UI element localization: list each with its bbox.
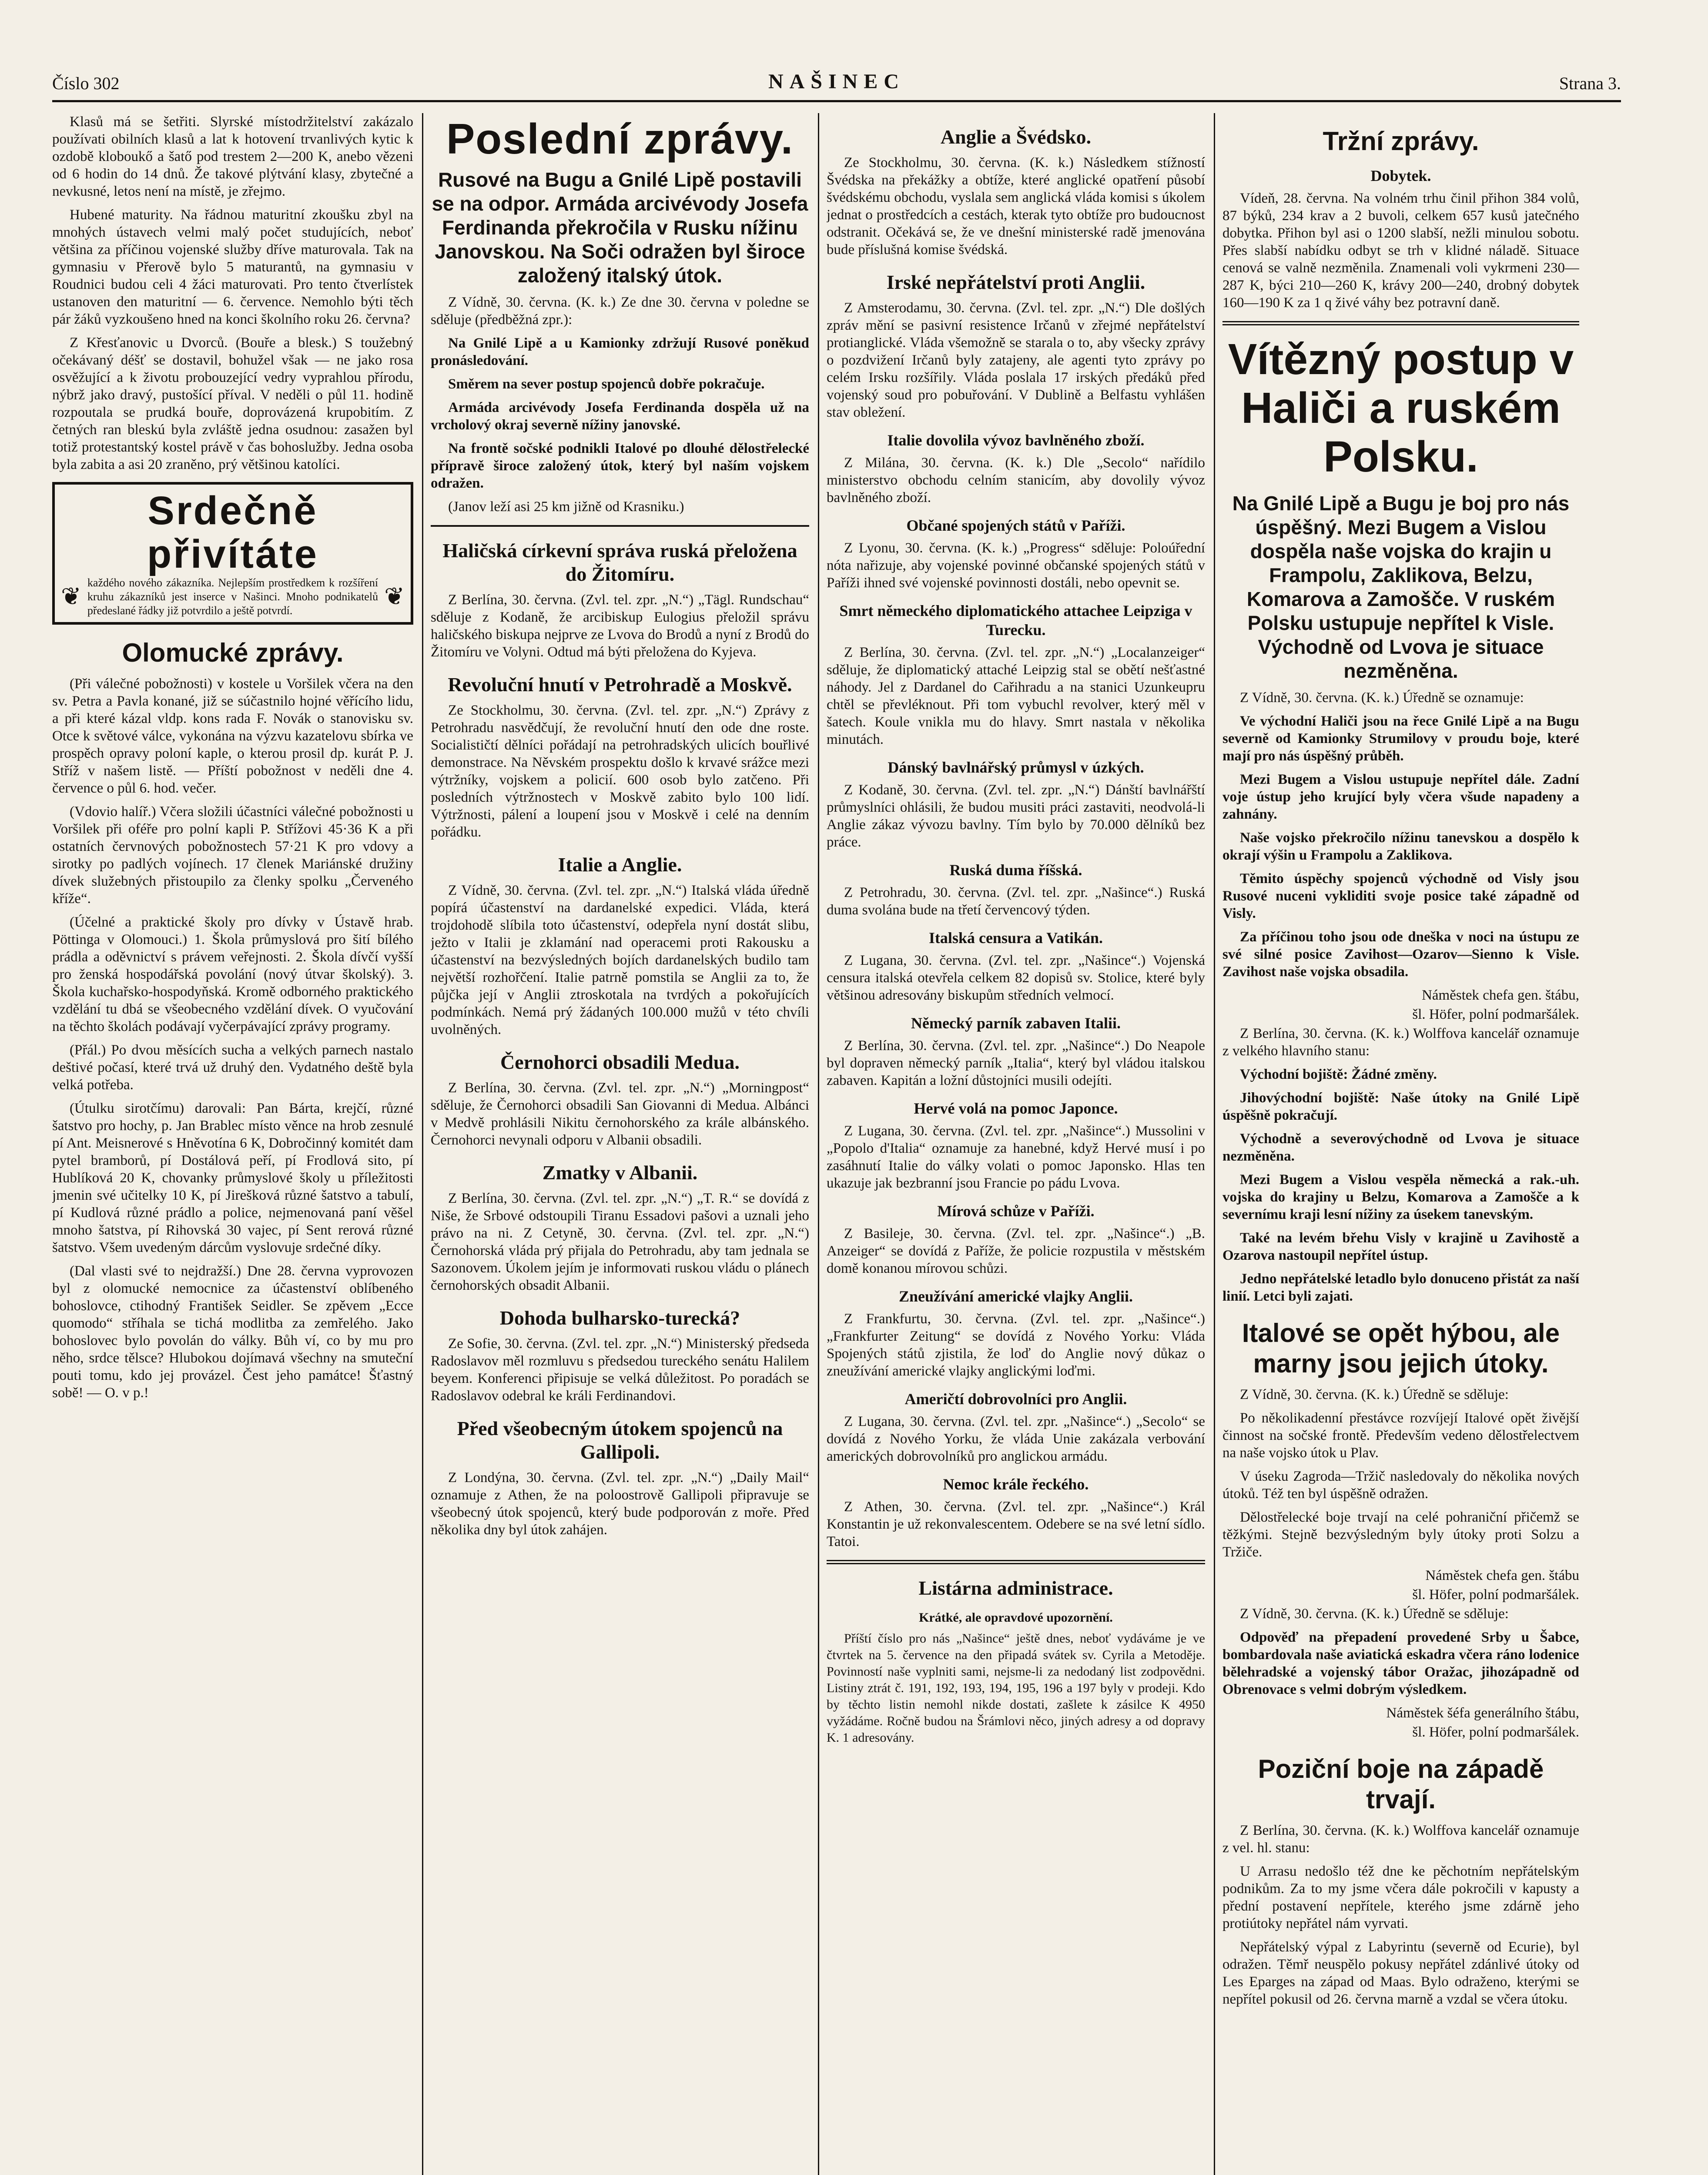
article-kral: Z Athen, 30. června. (Zvl. tel. zpr. „Našince“.) Král Konstantin je už rekonvalescentem. Odebere se na své letní sídlo. Tatoi. <box>827 1499 1205 1549</box>
article-gallipoli: Z Londýna, 30. června. (Zvl. tel. zpr. „N.“) „Daily Mail“ oznamuje z Athen, že na poloostrově Gallipoli připravuje se všeobecný útok spojenců, který bude podporován z moře. Před několika dny byl útok zahájen. <box>431 1470 809 1538</box>
report-intro: Z Berlína, 30. června. (K. k.) Wolffova kancelář oznamuje z vel. hl. stanu: <box>1222 1823 1579 1856</box>
headline-vatikan: Italská censura a Vatikán. <box>928 929 1103 947</box>
article-irsko: Z Amsterodamu, 30. června. (Zvl. tel. zpr. „N.“) Dle došlých zpráv mění se pasivní resistence Irčanů v zřejmé nepřátelství protianglické. Vláda všemožně se starala o to, aby všecky zprávy o pozdvižení Irčanů byly zatajeny, ale agenti tyto zprávy po celém Irsku rozšířily. Vláda poslala 17 irských předáků před vojenský soud pro pobuřování. V Dublině a Belfastu vyhlášen stav obležení. <box>827 300 1205 420</box>
headline-revoluce: Revoluční hnutí v Petrohradě a Moskvě. <box>448 673 792 696</box>
article-vatikan: Z Lugana, 30. června. (Zvl. tel. zpr. „Našince“.) Vojenská censura italská otevřela celkem 82 dopisů sv. Stolice, které byly většinou adresovány biskupům středních velmocí. <box>827 953 1205 1003</box>
article-klasy: Klasů má se šetřiti. Slyrské místodržitelství zakázalo používati obilních klasů a lat k hotovení trvanlivých kytic k ozdobě kloboukő a šatő pod trestem 2—200 K, anebo vězeni od 6 hodin do 14 dnů. Že takové plýtvání klasy, zbytečné a nevkusné, letos není na místě, je zřejmo. <box>52 114 413 199</box>
column-rule <box>422 113 423 2175</box>
headline-albanie: Zmatky v Albanii. <box>542 1161 698 1184</box>
article-parnik: Z Berlína, 30. června. (Zvl. tel. zpr. „Našince“.) Do Neapole byl dopraven německý parník „Italia“, který byl vládou italskou zabaven. Kapitán a ložní důstojníci musili odejíti. <box>827 1038 1205 1088</box>
headline-kral: Nemoc krále řeckého. <box>943 1476 1089 1493</box>
section-title-olomucke: Olomucké zprávy. <box>122 638 344 667</box>
divider <box>827 1560 1205 1564</box>
report-line: Ve východní Haliči jsou na řece Gnilé Lipě a na Bugu severně od Kamionky Strumilovy v proudu boje, které mají pro nás úspěšný průběh. <box>1222 713 1579 764</box>
report-line: Těmito úspěchy spojenců východně od Visly jsou Rusové nuceni vykliditi svoje posice také západně od Visly. <box>1222 871 1579 921</box>
report-line: Směrem na sever postup spojenců dobře pokračuje. <box>448 376 765 392</box>
headline-obcane: Občané spojených států v Paříži. <box>906 517 1125 534</box>
article-vdovin-halir: (Vdovio halíř.) Včera složili účastníci válečné pobožnosti u Voršilek při oféře pro polní kapli P. Střížovi 45·36 K a při ostatních červnových pobožnostech 57·21 K pro vdovy a sirotky po padlých vojínech. 17 členek Mariánské družiny dívek služebných přistoupilo za členky spolku „Červeného kříže“. <box>52 804 413 907</box>
article-halic: Z Berlína, 30. června. (Zvl. tel. zpr. „N.“) „Tägl. Rundschau“ sděluje z Kodaně, že arcibiskup Eulogius přeložil správu haličského biskupa nejprve ze Lvova do Brodů a nyní z Brodů do Žitomíru ve Volyni. Odtud má býti přeložena do Kyjeva. <box>431 592 809 660</box>
column-2 <box>431 113 809 2175</box>
report-line: Na Gnilé Lipě a u Kamionky zdržují Rusové poněkud pronásledování. <box>431 335 809 368</box>
article-leipzig: Z Berlína, 30. června. (Zvl. tel. zpr. „N.“) „Localanzeiger“ sděluje, že diplomatický attaché Leipzig stal se obětí nešťastné náhody. Jel z Dardanel do Cařihradu a na stanici Uzunkeupru chtěl se převléknout. Při tom vybuchl revolver, který měl v šatech. Koule vnikla mu do hlavy. Smrt nastala v několika minutách. <box>827 645 1205 747</box>
article-maturity: Hubené maturity. Na řádnou maturitní zkoušku zbyl na mnohých ústavech velmi malý počet studujících, neboť většina za příčinou vojenské služby dříve maturovala. Tak na gymnasiu v Přerově bylo 5 maturantů, na gymnasiu v Roudnici budou celi 4 žáci maturovati. Pro tento čtverlístek ustanoven den maturitní — 6. července. Nemohlo býti těch pár žáků vyzkoušeno hned na konci školního roku 26. června? <box>52 207 413 327</box>
article-listarna: Příští číslo pro nás „Našince“ ještě dnes, neboť vydáváme je ve čtvrtek na 5. července na den připadá svátek sv. Cyrila a Metoděje. Povinností naše vyplniti sami, nejsme-li za nedodaný list zodpovědni. Listiny ztrát č. 191, 192, 193, 194, 195, 196 a 197 byly v prodeji. Kdo by těchto listin nemohl nikde dostati, zašlete k zásilce K 4950 vyžádáme. Ročně budou na Šrámlovi něco, jiných adresy a od dopravy K. 1 adresovány. <box>827 1631 1205 1745</box>
headline-leipzig: Smrt německého diplomatického attachee Leipziga v Turecku. <box>839 602 1192 639</box>
lead-headline: Rusové na Bugu a Gnilé Lipě postavili se na odpor. Armáda arcivévody Josefa Ferdinanda překročila v Rusku nížinu Janovskou. Na Soči odražen byl široce založený italský útok. <box>432 168 808 287</box>
headline-vlajka: Zneužívání americké vlajky Anglii. <box>898 1288 1133 1305</box>
issue-number: Číslo 302 <box>52 74 120 93</box>
ornament-icon: ❦ <box>384 583 405 610</box>
headline-mir: Mírová schůze v Paříži. <box>937 1202 1095 1220</box>
headline-herve: Hervé volá na pomoc Japonce. <box>914 1100 1118 1117</box>
advert-box <box>52 482 413 625</box>
headline-irsko: Irské nepřátelství proti Anglii. <box>886 271 1145 293</box>
headline-duma: Ruská duma říšská. <box>949 861 1082 879</box>
signature-line: šl. Höfer, polní podmaršálek. <box>1412 1724 1579 1740</box>
column-1 <box>52 113 413 2175</box>
headline-anglie-svedsko: Anglie a Švédsko. <box>940 126 1092 148</box>
article-anglie-svedsko: Ze Stockholmu, 30. června. (K. k.) Následkem stížností Švédska na překážky a obtíže, které anglické opatření působí švédskému obchodu, vyslala sem anglická vláda komisi s úkolem jednat o prostředcích a cestách, kterak tyto obtíže pro budoucnost odstranit. Očekává se, že ve dnešní ministerské radě jmenována bude příslušná komise švédská. <box>827 155 1205 258</box>
article-albanie: Z Berlína, 30. června. (Zvl. tel. zpr. „N.“) „T. R.“ se dovídá z Niše, že Srbové odstoupili Tiranu Essadovi pašovi a uznali jeho právo na ni. Z Cetyně, 30. června. (Zvl. tel. zpr. „N.“) Černohorská vláda prý přijala do Petrohradu, aby tam jednala se Sazonovem. Úkolem jejím je informovati ruskou vládu o plánech černohorských obsadit Albanii. <box>431 1191 809 1293</box>
report-line: Východně a severovýchodně od Lvova je situace nezměněna. <box>1222 1131 1579 1164</box>
report-intro: Z Vídně, 30. června. (K. k.) Úředně se oznamuje: <box>1240 690 1524 706</box>
newspaper-title: NAŠINEC <box>768 70 905 93</box>
headline-italie-anglie: Italie a Anglie. <box>558 853 682 876</box>
listarna-subtitle: Krátké, ale opravdové upozornění. <box>919 1610 1113 1625</box>
headline-dansko: Dánský bavlnářský průmysl v úzkých. <box>887 759 1144 776</box>
headline-vitezny-postup: Vítězný postup v Haliči a ruském Polsku. <box>1228 335 1574 481</box>
report-line: Dělostřelecké boje trvají na celé pohraniční přičemž se těžkými. Stejně bezvýsledným byly útoky proti Solzu a Tržiče. <box>1222 1509 1579 1560</box>
article-cernohorci: Z Berlína, 30. června. (Zvl. tel. zpr. „N.“) „Morningpost“ sděluje, že Černohorci obsadili San Giovanni di Medua. Albánci v Medvě prohlásili Nikitu černohorského za krále albánského. Černohorci nevynali odporu v Albanii obsadili. <box>431 1080 809 1148</box>
report-line: Odpověď na přepadení provedené Srby u Šabce, bombardovala naše aviatická eskadra včera ráno lodenice bělehradské a vojenský tábor Oražac, jihozápadně od Obrenovace s velmi dobrým výsledkem. <box>1222 1630 1579 1697</box>
page-number: Strana 3. <box>1559 74 1621 93</box>
report-line: Také na levém břehu Visly v krajině u Zavihostě a Ozarova nastoupil nepřítel ústup. <box>1222 1230 1579 1263</box>
article-revoluce: Ze Stockholmu, 30. června. (Zvl. tel. zpr. „N.“) Zprávy z Petrohradu nasvědčují, že revoluční hnutí den ode dne roste. Socialističtí dělníci pořádají na petrohradských ulicích bouřlivé demonstrace. Na Něvském prospektu došlo k krvavé srážce mezi výtržníky, vojskem a policií. 600 osob bylo zatčeno. Při posledních výtržnostech v Moskvě zabito bylo 100 lidí. Výtržnosti, pálení a loupení jsou v Moskvě i celé na denním pořádku. <box>431 703 809 840</box>
report-line: U Arrasu nedošlo též dne ke pěchotním nepřátelským podnikům. Za to my jsme včera dále pokročili v kapusty a přední postavení nepřítele, kterého jsme zdárně jeho protiútoky nepřátel nám vyrvati. <box>1222 1864 1579 1931</box>
article-herve: Z Lugana, 30. června. (Zvl. tel. zpr. „Našince“.) Mussolini v „Popolo d'Italia“ oznamuje za hanebné, když Hervé musí i po zasáhnutí Italie do války volati o pomoc Japonsko. Hlas ten ukazuje jak bezbranní jsou Francie po pádu Lvova. <box>827 1123 1205 1191</box>
article-krestanovice: Z Křesťanovic u Dvorců. (Bouře a blesk.) S toužebný očekávaný déšť se dostavil, bohužel však — ne jako rosa osvěžující a k životu probouzející vedry vyprahlou přírodu, nýbrž jako dravý, pustošící příval. V neděli o půl 11. hodině rozpoutala se prudká bouře, doprovázená krupobitím. Z četných ran bleskú byla zvláště jedna osudnou: zasažen byl totiž protestantský kostel právě v čas bohoslužby. Jedna osoba byla zabita a asi 20 zraněno, prý většinou katolíci. <box>52 335 413 472</box>
report-note: (Janov leží asi 25 km jižně od Krasniku.) <box>448 499 684 515</box>
article-dansko: Z Kodaně, 30. června. (Zvl. tel. zpr. „N.“) Dánští bavlnářští průmyslníci ohlásili, že budou musiti práci zastaviti, neodvolá-li Anglie zákaz vývozu bavlny. Tím bylo by 70.000 dělníků bez práce. <box>827 782 1205 850</box>
divider <box>1222 321 1579 325</box>
report-line: Jedno nepřátelské letadlo bylo donuceno přistát za naší linií. Letci byli zajati. <box>1222 1271 1579 1304</box>
article-seidler: (Dal vlasti své to nejdražší.) Dne 28. června vyprovozen byl z olomucké nemocnice za účastenství oblíbeného bohoslovce, ctihodný František Seidler. Se zpěvem „Ecce quomodo“ stříhala se tichá modlitba za zemřelého. Jako bohoslovec bylo povolán do války. Bůh ví, co by mu pro něho, srdce tělsce? Hlubokou dojímavá všechny na smuteční pouti tomu, kdo jej provázel. Čest jeho památce! Šťastný sobě! — O. v p.! <box>52 1263 413 1401</box>
headline-zapad: Poziční boje na západě trvají. <box>1258 1754 1544 1814</box>
report-line: Jihovýchodní bojiště: Naše útoky na Gnilé Lipě úspěšně pokračují. <box>1222 1090 1579 1123</box>
headline-dohoda: Dohoda bulharsko-turecká? <box>499 1307 740 1329</box>
report-intro: Z Vídně, 30. června. (K. k.) Úředně se sděluje: <box>1240 1387 1509 1402</box>
report-line: Naše vojsko překročilo nížinu tanevskou a dospělo k okrají výšin u Frampolu a Zaklikova. <box>1222 830 1579 863</box>
article-pobožnost: (Při válečné pobožnosti) v kostele u Voršilek včera na den sv. Petra a Pavla konané, již se súčastnilo hojné věřícího lidu, a při které kázal vldp. kons rada F. Novák o stanovisku sv. Otce k světové válce, vykonána na výzvu kazatelovu sbírka ve prospěch opravy poloní kaple, o kterou prosil dp. kurát P. J. Stříž v našem listě. — Příští pobožnost v neděli dne 4. července o půl 6. hod. večer. <box>52 676 413 796</box>
report-line: Po několikadenní přestávce rozvíjejí Italové opět živější činnost na sočské frontě. Především vedeno dělostřelectvem na naše vojsko útok u Plav. <box>1222 1410 1579 1461</box>
headline-italove: Italové se opět hýbou, ale marny jsou jejich útoky. <box>1242 1318 1560 1378</box>
advert-title: Srdečně přivítáte <box>147 489 318 576</box>
article-italie-anglie: Z Vídně, 30. června. (Zvl. tel. zpr. „N.“) Italská vláda úředně popírá účastenství na dardanelské expedici. Vláda, která trojdohodě slíbila toto účastenství, odepřela nyní dostát slibu, ježto v Italii je zklamání nad operacemi proti Rakousku a účastenství na bezvýsledných bojích dardanelských budilo tam největší rozhořčení. Italie patrně pomstila se Anglii za to, že půjčka její v Anglii ztroskotala na tvrdých a pokořujících podmínkách. Nemá prý žádaných 100.000 mužů v této chvíli uvolněných. <box>431 883 809 1037</box>
article-bavlna: Z Milána, 30. června. (K. k.) Dle „Secolo“ nařídilo ministerstvo obchodu celním stanicím, aby dovolily vývoz bavlněného zboží. <box>827 455 1205 505</box>
advert-text: každého nového zákazníka. Nejlepším prostředkem k rozšíření kruhu zákazníků jest inserce v Našinci. Mnoho podnikatelů předeslané řádky již potvrdilo a ještě potvrdí. <box>87 576 378 617</box>
page-header <box>52 65 1621 102</box>
column-rule <box>818 113 819 2175</box>
subheading-dobytek: Dobytek. <box>1370 167 1431 184</box>
report-intro: Z Berlína, 30. června. (K. k.) Wolffova kancelář oznamuje z velkého hlavního stanu: <box>1222 1026 1579 1059</box>
report-line: Nepřátelský výpal z Labyrintu (severně od Ecurie), byl odražen. Těmř neuspělo pokusy nepřátel zdánlivé útoky od Les Eparges na západ od Maas. Bylo odraženo, kterými se nepřítel pokusil od 26. června marně a vzdal se včera útoku. <box>1222 1939 1579 2007</box>
signature-line: Náměstek chefa gen. štábu <box>1425 1568 1579 1583</box>
article-obcane: Z Lyonu, 30. června. (K. k.) „Progress“ sděluje: Poloúřední nóta nařizuje, aby vojenské povinné občanské spojených států v Paříži ihned své vojenské povinnosti dostáli, nebo opevnit se. <box>827 540 1205 591</box>
report-line: Za příčinou toho jsou ode dneška v noci na ústupu ze své silné posice Zavihost—Ozarov—Sienno k Visle. Zavihost naše vojska obsadila. <box>1222 929 1579 980</box>
article-duma: Z Petrohradu, 30. června. (Zvl. tel. zpr. „Našince“.) Ruská duma svolána bude na třetí červencový týden. <box>827 885 1205 918</box>
ornament-icon: ❦ <box>61 583 81 610</box>
report-line: Na frontě sočské podnikli Italové po dlouhé dělostřelecké přípravě široce založený útok, který byl naším vojskem odražen. <box>431 441 809 491</box>
column-rule <box>1214 113 1215 2175</box>
article-mir: Z Basileje, 30. června. (Zvl. tel. zpr. „Našince“.) „B. Anzeiger“ se dovídá z Paříže, že policie rozpustila v městském domě konanou mírovou schůzi. <box>827 1226 1205 1276</box>
article-trzni: Vídeň, 28. června. Na volném trhu činil přihon 384 volů, 87 býků, 234 krav a 2 buvoli, celkem 657 kusů jatečného dobytka. Přihon byl asi o 1200 slabší, nežli minulou sobotu. Přes slabší nabídku odbyt se trh v klidné náladě. Situace cenová se valně nezměnila. Znamenali voli vykrmeni 230—287 K, býci 210—260 K, krávy 200—240, drobný dobytek 160—190 K za 1 q živé váhy bez potravní daně. <box>1222 191 1579 311</box>
headline-dobrovolnici: Američtí dobrovolníci pro Anglii. <box>904 1390 1127 1408</box>
headline-bavlna: Italie dovolila vývoz bavlněného zboží. <box>887 432 1145 449</box>
lead-haliC: Na Gnilé Lipě a Bugu je boj pro nás úspěšný. Mezi Bugem a Vislou dospěla naše vojska do krajin u Frampolu, Zaklikova, Belzu, Komarova a Zamošče. V ruském Polsku ustupuje nepřítel k Visle. Východně od Lvova je situace nezměněna. <box>1232 492 1570 682</box>
column-3 <box>827 113 1205 2175</box>
article-pocasi: (Přál.) Po dvou měsících sucha a velkých parnech nastalo deštivé počasí, které trvá už druhý den. Vydatného deště byla velká potřeba. <box>52 1042 413 1093</box>
divider <box>431 525 809 527</box>
headline-halic: Haličská církevní správa ruská přeložena do Žitomíru. <box>442 539 797 585</box>
report-line: Armáda arcivévody Josefa Ferdinanda dospěla už na vrcholový okraj severně nížiny janovské. <box>431 400 809 433</box>
headline-cernohorci: Černohorci obsadili Medua. <box>500 1051 740 1073</box>
report-intro: Z Vídně, 30. června. (K. k.) Úředně se sděluje: <box>1240 1606 1509 1622</box>
headline-parnik: Německý parník zabaven Italii. <box>911 1014 1121 1032</box>
article-dohoda: Ze Sofie, 30. června. (Zvl. tel. zpr. „N.“) Ministerský předseda Radoslavov měl rozmluvu s předsedou tureckého senátu Halilem beyem. Konferenci připisuje se velká důležitost. Po poradách se Radoslavov odebral ke králi Ferdinandovi. <box>431 1336 809 1404</box>
article-vlajka: Z Frankfurtu, 30. června. (Zvl. tel. zpr. „Našince“.) „Frankfurter Zeitung“ se dovídá z Nového Yorku: Vláda Spojených států zjistila, že loď do Anglie nový důkaz o zneužívání americké vlajky anglickými loďmi. <box>827 1311 1205 1379</box>
signature-line: šl. Höfer, polní podmaršálek. <box>1412 1007 1579 1022</box>
report-line: Mezi Bugem a Vislou vespěla německá a rak.-uh. vojska do krajiny u Belzu, Komarova a Zamošče a k severnímu kraji lesní nížiny za úsekem tanevským. <box>1222 1172 1579 1222</box>
signature-line: Náměstek šéfa generálního štábu, <box>1386 1705 1579 1721</box>
article-dobrovolnici: Z Lugana, 30. června. (Zvl. tel. zpr. „Našince“.) „Secolo“ se dovídá z Nového Yorku, že vláda Unie zakázala verbování amerických dobrovolníků pro anglickou armádu. <box>827 1414 1205 1464</box>
article-utulek: (Útulku sirotčímu) darovali: Pan Bárta, krejčí, různé šatstvo pro hochy, p. Jan Brablec místo věnce na hrob zesnulé pí Ant. Meisnerové s Hněvotína 6 K, Dobročinný komitét dam pytel bramborů, pí Dostálová peří, pí Frodlová sito, pí Hublíková 20 K, chovanky průmyslové školy u příležitosti jmenin své učitelky 10 K, pí Jirešková různé šatstvo a tabulí, pí Kudlová různé prádlo a police, nejmenovaná paní věšel mnoho šatstva, pí Rihovská 30 vajec, pí Sent rerová různé šatstvo. Všem uvedeným dárcům vyslovuje srdečné díky. <box>52 1101 413 1255</box>
signature-line: Náměstek chefa gen. štábu, <box>1422 987 1579 1003</box>
report-line: Východní bojiště: Žádné změny. <box>1240 1067 1437 1082</box>
article-skoly: (Účelné a praktické školy pro dívky v Ústavě hrab. Pöttinga v Olomouci.) 1. Škola průmyslová pro šití bílého prádla a oděvnictví s právem veřejnosti. 2. Škola dívčí vyšší pro ženská hospodářská povolání (nový útvar školský). 3. Škola kuchařsko-hospodyňská. Kromě odborného praktického vzdělání tu dbá se všeobecného vzdělání dívek. O vyučování na těchto školách podávají vyčerpávající zprávy programy. <box>52 914 413 1034</box>
report-line: Mezi Bugem a Vislou ustupuje nepřítel dále. Zadní voje ústup jeho krující byly včera všude napadeny a zahnány. <box>1222 772 1579 822</box>
headline-listarna: Listárna administrace. <box>918 1577 1113 1599</box>
report-intro: Z Vídně, 30. června. (K. k.) Ze dne 30. června v poledne se sděluje (předběžná zpr.): <box>431 294 809 328</box>
headline-gallipoli: Před všeobecným útokem spojenců na Gallipoli. <box>457 1417 783 1463</box>
column-4 <box>1222 113 1579 2175</box>
report-line: V úseku Zagroda—Tržič nasledovaly do několika nových útoků. Též ten byl úspěšně odražen. <box>1222 1469 1579 1502</box>
section-title-posledni: Poslední zprávy. <box>446 115 794 163</box>
signature-line: šl. Höfer, polní podmaršálek. <box>1412 1587 1579 1603</box>
headline-trzni: Tržní zprávy. <box>1323 127 1479 156</box>
